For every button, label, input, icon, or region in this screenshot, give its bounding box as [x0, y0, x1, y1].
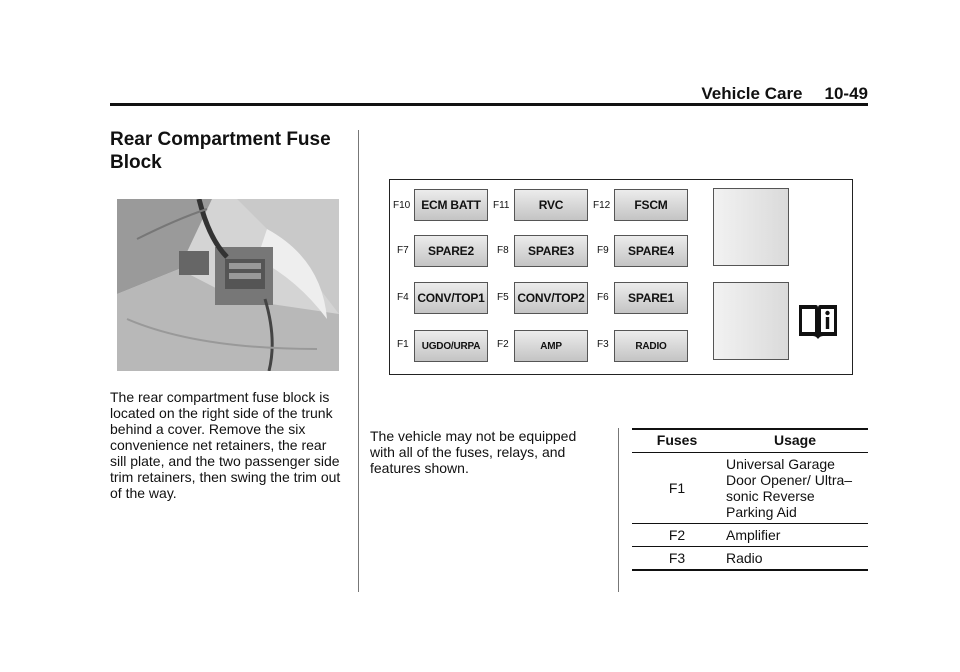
fuse-box: RVC — [514, 189, 588, 221]
fuse-id: F11 — [493, 200, 510, 211]
fuse-id: F2 — [497, 339, 509, 350]
fuse-box: RADIO — [614, 330, 688, 362]
fuse-box: SPARE3 — [514, 235, 588, 267]
usage-cell: Amplifier — [722, 524, 868, 547]
table-row — [632, 524, 868, 547]
table-row — [632, 453, 868, 524]
column-header-fuses: Fuses — [632, 429, 722, 453]
header-rule — [110, 103, 868, 106]
location-paragraph: The rear compartment fuse block is located on the right side of the trunk behind a cover. Remove the six convenience net retainers, the rear sill plate, and the two passenger side trim retainers, then swing the trim out of the way. — [110, 389, 341, 501]
fuse-box: ECM BATT — [414, 189, 488, 221]
usage-cell: Universal Garage Door Opener/ Ultra–sonic Reverse Parking Aid — [722, 453, 868, 524]
fuse-id: F12 — [593, 200, 611, 211]
relay-upper — [713, 188, 789, 266]
fuse-id: F8 — [497, 245, 509, 256]
fuse-id: F1 — [397, 339, 409, 350]
fuse-id: F5 — [497, 292, 509, 303]
fuse-id: F10 — [393, 200, 411, 211]
fuse-id: F4 — [397, 292, 409, 303]
section-heading: Rear Compartment Fuse Block — [110, 129, 331, 173]
fuse-box: SPARE2 — [414, 235, 488, 267]
table-row — [632, 547, 868, 571]
column-divider-right — [618, 428, 619, 592]
equipment-note-paragraph: The vehicle may not be equipped with all of the fuses, relays, and features shown. — [370, 428, 577, 476]
fuse-cell: F1 — [632, 453, 722, 524]
relay-lower — [713, 282, 789, 360]
fuse-box: UGDO/URPA — [414, 330, 488, 362]
fuse-box: SPARE1 — [614, 282, 688, 314]
column-divider-left — [358, 130, 359, 592]
fuse-usage-table — [632, 428, 868, 571]
fuse-box: FSCM — [614, 189, 688, 221]
fuse-id: F9 — [597, 245, 609, 256]
fuse-id: F6 — [597, 292, 609, 303]
usage-cell: Radio — [722, 547, 868, 571]
fuse-box: CONV/TOP1 — [414, 282, 488, 314]
fuse-box: SPARE4 — [614, 235, 688, 267]
page-number: 10-49 — [824, 84, 868, 103]
column-header-usage: Usage — [722, 429, 868, 453]
fuse-box: CONV/TOP2 — [514, 282, 588, 314]
fuse-box: AMP — [514, 330, 588, 362]
owner-manual-icon — [796, 299, 840, 343]
section-title: Vehicle Care — [701, 84, 803, 103]
fuse-id: F3 — [597, 339, 609, 350]
page-header — [110, 84, 868, 104]
fuse-cell: F3 — [632, 547, 722, 571]
fuse-block-diagram — [389, 179, 853, 375]
fuse-cell: F2 — [632, 524, 722, 547]
trunk-fuse-block-photo — [117, 199, 339, 371]
fuse-id: F7 — [397, 245, 409, 256]
